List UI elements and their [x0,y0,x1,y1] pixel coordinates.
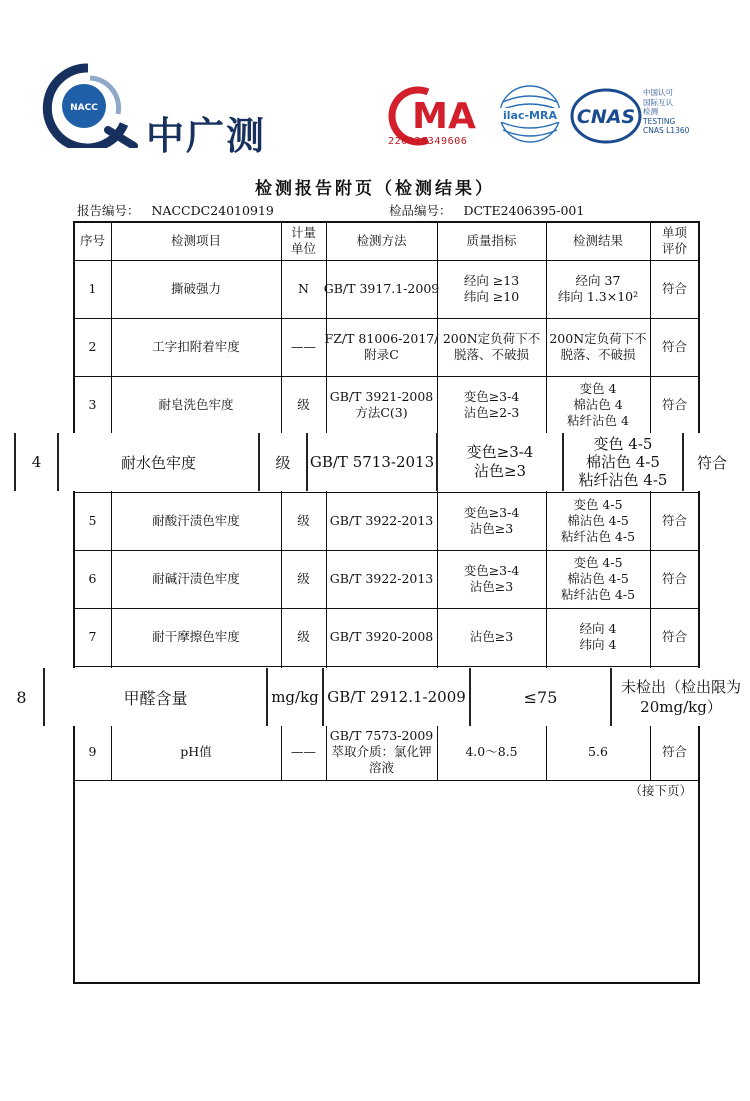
row-method [326,608,437,666]
row-result-line: 经向 37 [575,273,621,288]
row-method-line: GB/T 3922-2013 [329,571,434,586]
row-result [564,433,682,491]
row-seq: 1 [88,281,97,296]
row-result-line: 未检出（检出限为 [620,678,741,696]
row-seq: 2 [88,339,97,354]
row-spec [437,608,546,666]
row-method: GB/T 2912.1-2009 [327,688,466,706]
cnas-logo-text: CNAS [576,106,636,128]
header-verdict-line: 评价 [661,241,687,256]
row-method-line: 方法C(3) [355,405,408,420]
row-verdict: 符合 [661,571,687,586]
cnas-logo [570,88,642,144]
row-spec [437,492,546,550]
header-method: 检测方法 [356,233,407,248]
row-result-line: 粘纤沾色 4-5 [578,471,668,489]
row-result-line: 200N定负荷下不 [549,331,647,346]
row-method [326,550,437,608]
row-spec-line: 沾色≥3 [469,579,514,594]
row-result [546,724,650,780]
row-spec-line: 200N定负荷下不 [442,331,541,346]
header-verdict-line: 单项 [661,225,687,240]
report-header [0,0,750,165]
row-spec-line: 沾色≥3 [473,462,527,480]
row-method-line: GB/T 3921-2008 [329,389,434,404]
row-spec-line: 变色≥3-4 [463,563,520,578]
sample-number [389,201,584,219]
report-number-label: 报告编号： [77,203,140,218]
row-result-line: 变色 4-5 [593,435,653,453]
row-method-line: GB/T 7573-2009 [329,728,434,743]
row-result-line: 变色 4-5 [573,555,623,570]
cnas-line: 国际互认 [643,97,673,107]
row-method: GB/T 5713-2013 [309,453,435,471]
row-method-line: FZ/T 81006-2017/ [324,331,439,346]
row-result [546,318,650,376]
row-unit: 级 [297,629,310,644]
row-verdict: 符合 [661,339,687,354]
row-item: 耐碱汗渍色牢度 [152,571,240,586]
header-unit-line: 计量 [290,225,316,240]
row-seq: 3 [88,397,97,412]
row-unit: 级 [297,571,310,586]
row-result-line: 粘纤沾色 4 [567,413,629,428]
row-result-line: 纬向 4 [579,637,617,652]
sample-number-label: 检品编号： [389,203,452,218]
row-method [323,260,440,318]
row-item: 撕破强力 [170,281,221,296]
row-seq: 5 [88,513,97,528]
row-method [326,724,437,780]
row-spec [438,433,562,491]
row-method-line: 附录C [364,347,399,362]
row-spec-line: 经向 ≥13 [463,273,520,288]
row-spec [437,724,546,780]
row-result [546,260,650,318]
row-seq: 7 [88,629,97,644]
row-spec-line: 变色≥3-4 [463,505,520,520]
table-row-divider [74,780,699,781]
row-spec-line: 沾色≥3 [469,521,514,536]
row-item: 耐酸汗渍色牢度 [152,513,240,528]
header-spec: 质量指标 [466,233,517,248]
cnas-line: 检测 [643,107,658,116]
row-spec [437,318,546,376]
row-spec [437,260,546,318]
cnas-accreditation-text [643,88,733,136]
company-name: 中广测 [146,114,267,158]
row-method-line: GB/T 3917.1-2009 [323,281,440,296]
row-result-line: 棉沾色 4-5 [567,513,629,528]
row-verdict: 符合 [661,629,687,644]
row-result-line: 粘纤沾色 4-5 [560,529,636,544]
row-result [546,608,650,666]
row-item: 工字扣附着牢度 [152,339,240,354]
ilac-logo-text: ilac-MRA [503,109,557,122]
row-item: 甲醛含量 [123,688,188,708]
cnas-line: 中国认可 [643,88,673,97]
row-method-line: 溶液 [368,760,394,775]
row-result-line: 棉沾色 4 [573,397,623,412]
row-result-line: 纬向 1.3×10² [557,289,639,304]
row-result-line: 粘纤沾色 4-5 [560,587,636,602]
nacc-logo-text: NACC [70,103,98,113]
row-spec-line: 纬向 ≥10 [463,289,520,304]
row-seq: 4 [31,453,42,471]
cma-logo-text: MA [412,96,476,137]
table-row-divider [74,666,699,667]
row-spec-line: 沾色≥2-3 [463,405,520,420]
cnas-line: CNAS L1360 [643,126,690,135]
continued-note: （接下页） [629,783,692,798]
row-result-line: 20mg/kg） [640,698,722,716]
highlight-row-4 [0,433,750,491]
row-result-line: 棉沾色 4-5 [567,571,629,586]
row-result-line: 变色 4 [579,381,617,396]
row-unit: 级 [275,453,291,472]
header-result: 检测结果 [572,233,623,248]
header-unit [281,222,326,260]
cnas-line: TESTING [643,116,676,126]
row-spec-line: 变色≥3-4 [466,443,534,461]
row-result-line: 经向 4 [579,621,617,636]
row-unit: mg/kg [271,688,319,706]
row-seq: 6 [88,571,97,586]
row-method-line: GB/T 3922-2013 [329,513,434,528]
row-spec: ≤75 [523,687,558,707]
row-result-line: 棉沾色 4-5 [586,453,660,471]
row-verdict: 符合 [661,744,687,759]
page-title: 检测报告附页（检测结果） [255,179,495,199]
header-seq: 序号 [79,233,105,248]
row-spec [437,550,546,608]
row-result-line: 脱落、不破损 [560,347,636,362]
row-method-line: GB/T 3920-2008 [329,629,434,644]
row-unit: 级 [297,397,310,412]
row-method [326,492,437,550]
row-verdict: 符合 [661,281,687,296]
nacc-logo [38,62,138,148]
cma-number: 220020349606 [388,136,468,147]
header-unit-line: 单位 [290,241,316,256]
header-verdict [650,222,699,260]
row-item: 耐皂洗色牢度 [158,397,234,412]
row-unit: —— [291,339,316,354]
report-number-value: NACCDC24010919 [151,203,274,218]
row-unit: N [298,281,309,296]
ilac-mra-logo [495,84,565,148]
row-spec-line: 脱落、不破损 [453,347,529,362]
row-result [546,492,650,550]
row-verdict: 符合 [696,453,727,472]
row-seq: 9 [88,744,97,759]
row-method-line: 萃取介质：氯化钾 [331,744,432,759]
row-seq: 8 [16,687,27,707]
header-item: 检测项目 [170,233,221,248]
row-verdict: 符合 [661,513,687,528]
row-item: 耐干摩擦色牢度 [152,629,240,644]
report-number [77,201,274,219]
row-result-line: 5.6 [588,744,608,759]
row-result [546,550,650,608]
highlight-row-8 [0,668,750,726]
row-result [612,668,750,726]
row-spec [437,376,546,434]
sample-number-value: DCTE2406395-001 [463,203,585,218]
row-unit: 级 [297,513,310,528]
row-spec-line: 沾色≥3 [469,629,514,644]
row-spec-line: 变色≥3-4 [463,389,520,404]
row-method [326,318,437,376]
row-unit: —— [291,744,316,759]
row-verdict: 符合 [661,397,687,412]
row-result-line: 变色 4-5 [573,497,623,512]
row-result [546,376,650,434]
row-item: 耐水色牢度 [120,453,196,472]
row-method [326,376,437,434]
row-spec-line: 4.0～8.5 [465,744,518,759]
row-item: pH值 [180,744,212,759]
